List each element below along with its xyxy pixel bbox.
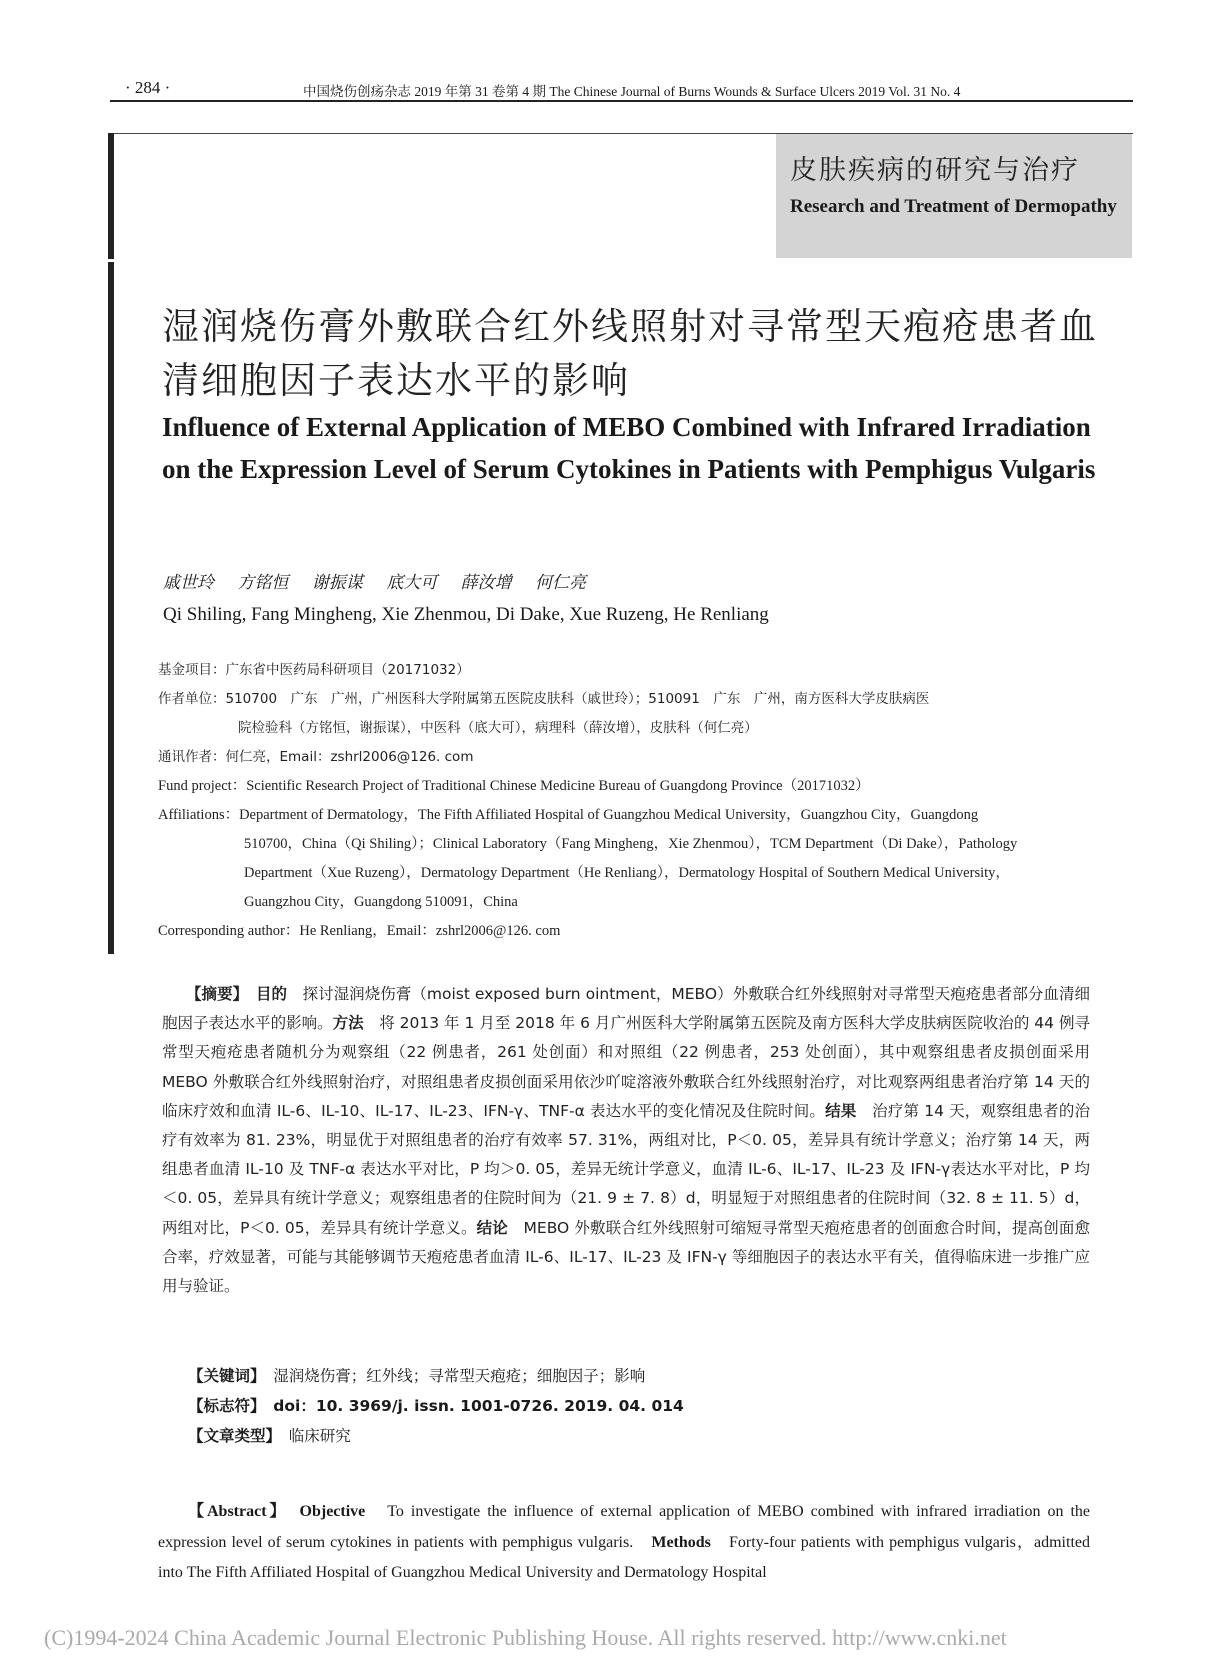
copyright-footer: (C)1994-2024 China Academic Journal Electronic Publishing House. All rights reserved. http://www.cnki.net — [44, 1625, 1007, 1650]
article-title-en: Influence of External Application of MEBO Combined with Infrared Irradiation on the Expression Level of Serum Cytokines in Patients with Pemphigus Vulgaris — [162, 412, 1096, 484]
affiliation-en-line1: Affiliations：Department of Dermatology，The Fifth Affiliated Hospital of Guangzhou Medical University，Guangzhou City，Guangdong — [158, 807, 979, 823]
column-heading-en: Research and Treatment of Dermopathy — [790, 196, 1117, 217]
affiliation-en-line3: Department（Xue Ruzeng），Dermatology Department（He Renliang），Dermatology Hospital of Southern Medical University， — [244, 865, 1010, 881]
conclusion-cn: MEBO 外敷联合红外线照射可缩短寻常型天疱疮患者的创面愈合时间，提高创面愈合率，疗效显著，可能与其能够调节天疱疮患者血清 IL-6、IL-17、IL-23 及 IFN-γ 等细胞因子的表达水平有关，值得临床进一步推广应用与验证。 — [162, 1218, 1090, 1296]
keywords-line — [188, 1364, 645, 1386]
abstract-en — [158, 1497, 1090, 1589]
conclusion-label-cn: 结论 — [476, 1218, 508, 1237]
methods-en: Forty-four patients with pemphigus vulgaris，admitted into The Fifth Affiliated Hospital of Guangzhou Medical University and Dermatology Hospital — [158, 1533, 1090, 1581]
running-head: 中国烧伤创疡杂志 2019 年第 31 卷第 4 期 The Chinese Journal of Burns Wounds & Surface Ulcers 2019 Vol. 31 No. 4 — [303, 84, 961, 99]
authors-en: Qi Shiling, Fang Mingheng, Xie Zhenmou, Di Dake, Xue Ruzeng, He Renliang — [163, 604, 769, 625]
objective-en: To investigate the influence of external application of MEBO combined with infrared irradiation on the expression level of serum cytokines in patients with pemphigus vulgaris. — [158, 1503, 1090, 1551]
objective-cn: 探讨湿润烧伤膏（moist exposed burn ointment，MEBO）外敷联合红外线照射对寻常型天疱疮患者部分血清细胞因子表达水平的影响。 — [162, 985, 1090, 1033]
keywords-block — [188, 1364, 1088, 1464]
results-cn: 治疗第 14 天，观察组患者的治疗有效率为 81. 23%，明显优于对照组患者的治疗有效率 57. 31%，两组对比，P＜0. 05，差异具有统计学意义；治疗第 14 天，两组患者血清 IL-10 及 TNF-α 表达水平对比，P 均＞0. 05，差异无统计学意义，血清 IL-6、IL-17、IL-23 及 IFN-γ表达水平对比，P 均＜0. 05，差异具有统计学意义；观察组患者的住院时间为（21. 9 ± 7. 8）d，明显短于对照组患者的住院时间（32. 8 ± 11. 5）d，两组对比，P＜0. 05，差异具有统计学意义。 — [162, 1101, 1090, 1237]
article-type-label: 【文章类型】 — [188, 1427, 274, 1445]
page-number: · 284 · — [125, 78, 171, 97]
keywords-value: 湿润烧伤膏；红外线；寻常型天疱疮；细胞因子；影响 — [273, 1367, 646, 1385]
methods-label-en: Methods — [651, 1533, 711, 1551]
results-label-cn: 结果 — [825, 1101, 857, 1120]
article-title-cn: 湿润烧伤膏外敷联合红外线照射对寻常型天疱疮患者血清细胞因子表达水平的影响 — [162, 305, 1098, 402]
methods-label-cn: 方法 — [332, 1014, 364, 1033]
left-margin-bar — [108, 133, 114, 259]
corresponding-cn: 通讯作者：何仁亮，Email：zshrl2006@126. com — [158, 749, 474, 765]
fund-cn: 基金项目：广东省中医药局科研项目（20171032） — [158, 662, 470, 678]
fund-en: Fund project：Scientific Research Project of Traditional Chinese Medicine Bureau of Guangdong Province（20171032） — [158, 778, 870, 794]
abstract-cn-label: 【摘要】 — [186, 985, 241, 1003]
abstract-cn — [162, 980, 1090, 1301]
affiliation-cn-line2: 院检验科（方铭恒，谢振谋），中医科（底大可），病理科（薛汝增），皮肤科（何仁亮） — [238, 720, 758, 736]
corresponding-en: Corresponding author：He Renliang，Email：zshrl2006@126. com — [158, 923, 561, 939]
doi-line — [188, 1394, 684, 1416]
article-type-line — [188, 1424, 351, 1446]
objective-label-cn: 目的 — [255, 985, 288, 1003]
affiliation-en-line2: 510700，China（Qi Shiling）；Clinical Laboratory（Fang Mingheng，Xie Zhenmou），TCM Department（Di Dake），Pathology — [244, 836, 1018, 852]
doi-label: 【标志符】 — [188, 1397, 258, 1415]
affiliation-cn-line1: 作者单位：510700 广东 广州，广州医科大学附属第五医院皮肤科（戚世玲）；510091 广东 广州，南方医科大学皮肤病医 — [158, 691, 930, 707]
methods-cn: 将 2013 年 1 月至 2018 年 6 月广州医科大学附属第五医院及南方医科大学皮肤病医院收治的 44 例寻常型天疱疮患者随机分为观察组（22 例患者，261 处创面）和对照组（22 例患者，253 处创面），其中观察组患者皮损创面采用 MEBO 外敷联合红外线照射治疗，对照组患者皮损创面采用依沙吖啶溶液外敷联合红外线照射治疗，对比观察两组患者治疗第 14 天的临床疗效和血清 IL-6、IL-10、IL-17、IL-23、IFN-γ、TNF-α 表达水平的变化情况及住院时间。 — [162, 1014, 1090, 1120]
authors-cn: 戚世玲 方铭恒 谢振谋 底大可 薛汝增 何仁亮 — [163, 573, 587, 593]
article-type-value: 临床研究 — [288, 1427, 351, 1445]
affiliation-en-line4: Guangzhou City，Guangdong 510091，China — [244, 894, 518, 910]
keywords-label: 【关键词】 — [188, 1367, 258, 1385]
abstract-en-label: 【Abstract】 — [188, 1503, 281, 1520]
left-margin-bar-lower — [108, 262, 114, 954]
objective-label-en: Objective — [299, 1503, 366, 1520]
column-heading-cn: 皮肤疾病的研究与治疗 — [790, 155, 1080, 186]
doi-value: doi：10. 3969/j. issn. 1001-0726. 2019. 04. 014 — [273, 1397, 684, 1415]
header-rule — [110, 100, 1133, 102]
